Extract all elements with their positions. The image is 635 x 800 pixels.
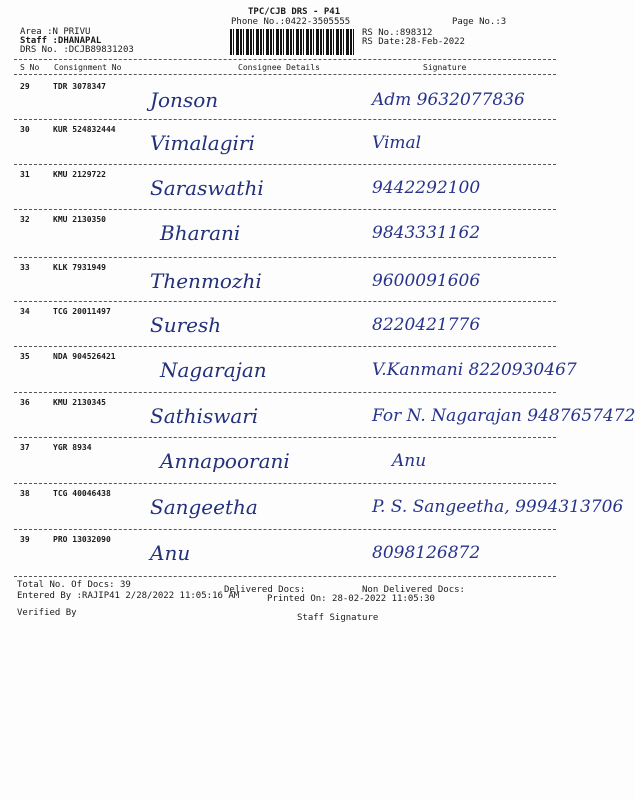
row-sno: 32: [20, 215, 30, 224]
row-consignee: Thenmozhi: [150, 269, 262, 293]
doc-title: TPC/CJB DRS - P41: [248, 7, 341, 17]
phone-number: Phone No.:0422-3505555: [231, 17, 351, 27]
row-sno: 36: [20, 398, 30, 407]
non-delivered-docs: Non Delivered Docs:: [362, 585, 465, 595]
row-sno: 37: [20, 443, 30, 452]
col-consignment: Consignment No: [54, 63, 122, 72]
row-consignment: KUR 524832444: [53, 125, 116, 134]
drs-number: DRS No. :DCJB89831203: [20, 45, 134, 55]
row-signature: V.Kanmani 8220930467: [372, 360, 577, 380]
col-signature: Signature: [423, 63, 467, 72]
row-signature: For N. Nagarajan 9487657472: [372, 406, 635, 426]
row-consignment: KMU 2129722: [53, 170, 106, 179]
row-consignment: TCG 40046438: [53, 489, 111, 498]
row-consignment: YGR 8934: [53, 443, 92, 452]
row-consignment: TCG 20011497: [53, 307, 111, 316]
barcode: [230, 29, 356, 55]
row-signature: Vimal: [372, 133, 422, 153]
row-consignee: Suresh: [150, 313, 222, 337]
row-consignment: KMU 2130350: [53, 215, 106, 224]
entered-by: Entered By :RAJIP41 2/28/2022 11:05:16 AM: [17, 591, 240, 601]
row-sno: 31: [20, 170, 30, 179]
row-signature: Adm 9632077836: [372, 90, 525, 110]
row-sno: 29: [20, 82, 30, 91]
row-signature: 8220421776: [372, 315, 481, 335]
row-consignee: Bharani: [160, 221, 241, 245]
row-consignee: Nagarajan: [160, 358, 267, 382]
rs-date: RS Date:28-Feb-2022: [362, 37, 465, 47]
row-consignee: Jonson: [150, 88, 219, 112]
row-sno: 34: [20, 307, 30, 316]
printed-on: Printed On: 28-02-2022 11:05:30: [267, 594, 435, 604]
row-consignee: Annapoorani: [160, 449, 290, 473]
row-signature: 9442292100: [372, 178, 481, 198]
row-consignee: Sangeetha: [150, 495, 258, 519]
row-signature: 9600091606: [372, 271, 481, 291]
row-signature: P. S. Sangeetha, 9994313706: [372, 497, 624, 517]
row-signature: Anu: [392, 451, 427, 471]
page-number: Page No.:3: [452, 17, 507, 27]
row-signature: 8098126872: [372, 543, 481, 563]
staff-name: Staff :DHANAPAL: [20, 36, 102, 46]
row-consignee: Vimalagiri: [150, 131, 255, 155]
row-consignee: Anu: [150, 541, 191, 565]
verified-by: Verified By: [17, 608, 77, 618]
row-sno: 35: [20, 352, 30, 361]
rs-number: RS No.:898312: [362, 28, 433, 38]
row-consignment: NDA 904526421: [53, 352, 116, 361]
row-consignment: PRO 13032090: [53, 535, 111, 544]
row-sno: 38: [20, 489, 30, 498]
col-sno: S No: [20, 63, 40, 72]
delivered-docs: Delivered Docs:: [224, 585, 306, 595]
col-consignee: Consignee Details: [238, 63, 320, 72]
row-consignment: KLK 7931949: [53, 263, 106, 272]
staff-signature-label: Staff Signature: [297, 613, 379, 623]
row-sno: 30: [20, 125, 30, 134]
area: Area :N PRIVU: [20, 27, 91, 37]
row-sno: 33: [20, 263, 30, 272]
row-consignment: TDR 3078347: [53, 82, 106, 91]
row-sno: 39: [20, 535, 30, 544]
total-docs: Total No. Of Docs: 39: [17, 580, 131, 590]
row-signature: 9843331162: [372, 223, 481, 243]
row-consignee: Sathiswari: [150, 404, 259, 428]
row-consignee: Saraswathi: [150, 176, 264, 200]
row-consignment: KMU 2130345: [53, 398, 106, 407]
